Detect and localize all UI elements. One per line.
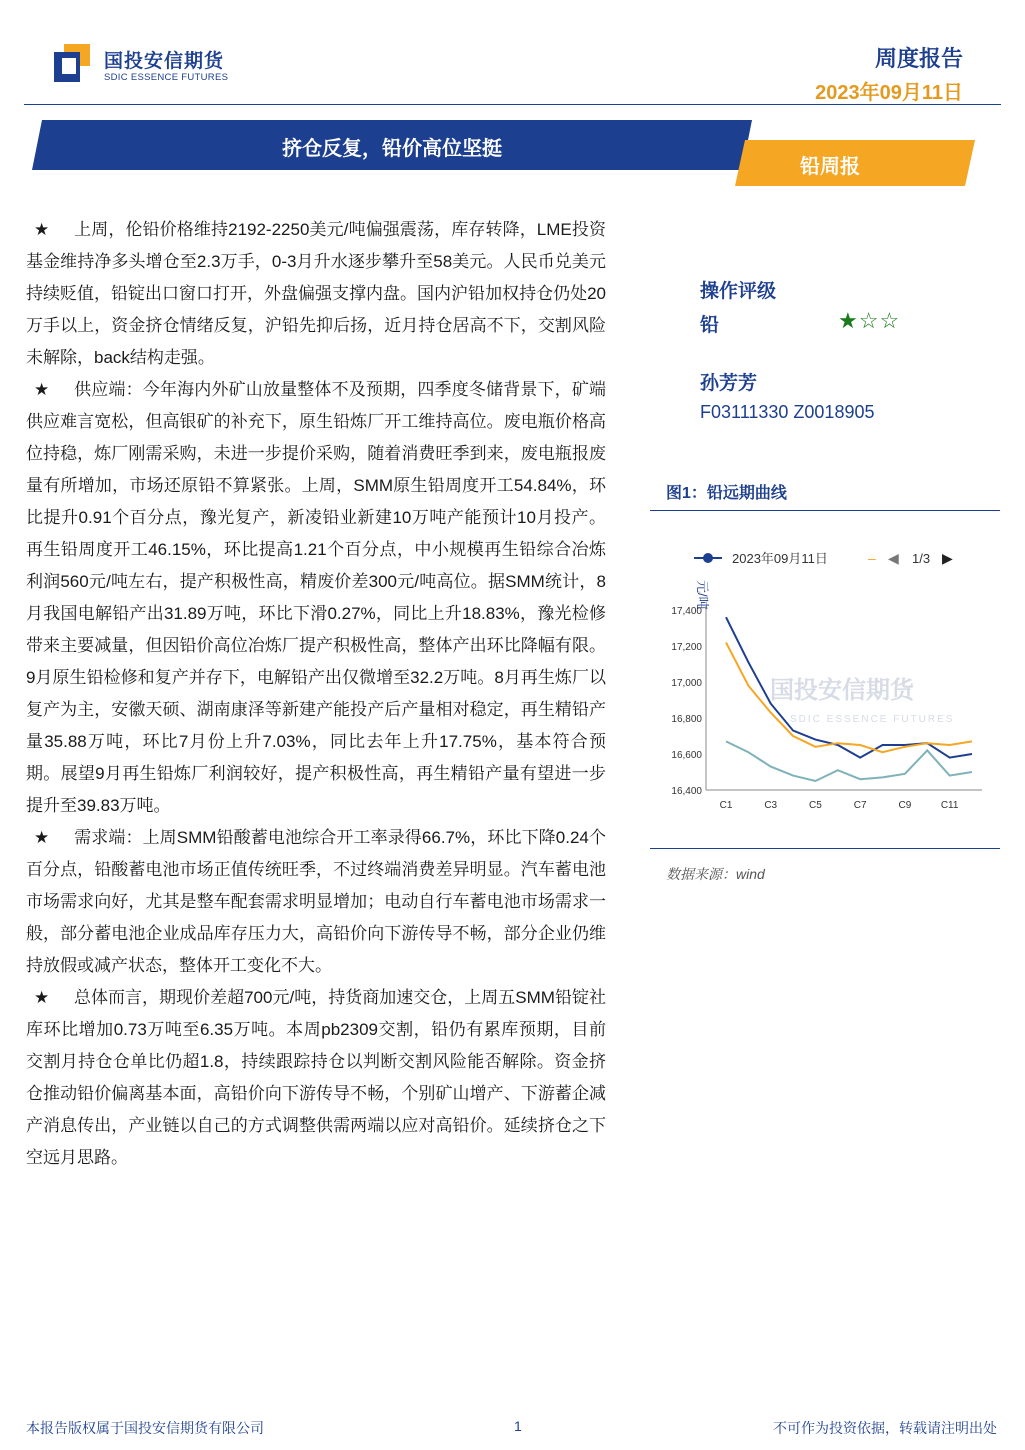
y-tick-label: 17,000 [671, 678, 702, 689]
paragraph-text: 供应端：今年海内外矿山放量整体不及预期，四季度冬储背景下，矿端供应难言宽松，但高银矿的补充下，原生铅炼厂开工维持高位。废电瓶价格高位持稳，炼厂刚需采购，未进一步提价采购，随着消费旺季到来，废电瓶报废量有所增加，市场还原铅不算紧张。上周，SMM原生铅周度开工54.84%，环比提升0.91个百分点，豫光复产，新凌铅业新建10万吨产能预计10月投产。再生铅周度开工46.15%，环比提高1.21个百分点，中小规模再生铅综合冶炼利润560元/吨左右，提产积极性高，精废价差300元/吨高位。据SMM统计，8月我国电解铅产出31.89万吨，环比下滑0.27%，同比上升18.83%，豫光检修带来主要减量，但因铅价高位冶炼厂提产积极性高，整体产出环比降幅有限。9月原生铅检修和复产并存下，电解铅产出仅微增至32.2万吨。8月再生炼厂以复产为主，安徽天硕、湖南康泽等新建产能投产后产量相对稳定，再生精铅产量35.88万吨，环比7月份上升7.03%，同比去年上升17.75%，基本符合预期。展望9月再生铅炼厂利润较好，提产积极性高，再生精铅产量有望进一步提升至39.83万吨。 [26, 380, 606, 815]
forward-curve-chart [650, 538, 1000, 838]
analyst-name: 孙芳芳 [700, 373, 758, 394]
x-tick-label: C11 [940, 800, 959, 811]
header-divider [24, 104, 1001, 105]
company-logo [52, 40, 242, 90]
paragraph-text: 总体而言，期现价差超700元/吨，持货商加速交仓，上周五SMM铅锭社库环比增加0.73万吨至6.35万吨。本周pb2309交割，铅仍有累库预期，目前交割月持仓仓单比仍超1.8，持续跟踪持仓以判断交割风险能否解除。资金挤仓推动铅价偏离基本面，高铅价向下游传导不畅，个别矿山增产、下游蓄企减产消息传出，产业链以自己的方式调整供需两端以应对高铅价。延续挤仓之下空远月思路。 [26, 988, 606, 1167]
legend-dash: – [868, 550, 876, 566]
rating-item: 铅 [700, 315, 720, 336]
y-tick-label: 16,400 [671, 786, 702, 797]
report-date: 2023年09月11日 [815, 82, 963, 104]
logo-chinese-name: 国投安信期货 [104, 51, 225, 72]
legend-dot-marker [703, 553, 713, 563]
figure-bottom-rule [650, 848, 1000, 849]
chart-watermark: 国投安信期货 [770, 677, 914, 704]
x-tick-label: C9 [898, 800, 912, 811]
pager-prev-icon: ◀ [888, 551, 899, 567]
company-logo-icon [52, 42, 92, 84]
x-tick-label: C7 [853, 800, 867, 811]
y-tick-label: 17,400 [671, 606, 702, 617]
body-paragraph [26, 982, 606, 1174]
pager-next-icon: ▶ [942, 551, 953, 567]
figure-title: 图1：铅远期曲线 [666, 485, 787, 502]
star-bullet: ★ [34, 380, 50, 399]
report-type: 周度报告 [874, 46, 963, 71]
page-number: 1 [514, 1418, 522, 1434]
report-tag: 铅周报 [800, 156, 860, 178]
figure-top-rule [650, 510, 1000, 511]
pager-text: 1/3 [912, 551, 931, 566]
y-tick-label: 17,200 [671, 642, 702, 653]
y-tick-label: 16,800 [671, 714, 702, 725]
chart-container [650, 538, 1000, 838]
star-bullet: ★ [34, 828, 50, 847]
report-title: 挤仓反复，铅价高位坚挺 [282, 138, 502, 160]
logo-english-name: SDIC ESSENCE FUTURES [104, 72, 229, 83]
star-bullet: ★ [34, 220, 50, 239]
x-tick-label: C5 [809, 800, 822, 811]
data-source: 数据来源：wind [666, 866, 765, 882]
star-bullet: ★ [34, 988, 50, 1007]
x-tick-label: C3 [764, 800, 778, 811]
rating-stars: ★☆☆ [838, 308, 901, 333]
tag-banner [735, 140, 975, 186]
x-tick-label: C1 [719, 800, 733, 811]
footer-disclaimer: 不可作为投资依据，转载请注明出处 [773, 1420, 997, 1436]
y-axis-label: 元/吨 [695, 580, 710, 610]
footer-copyright: 本报告版权属于国投安信期货有限公司 [26, 1420, 264, 1436]
title-banner [32, 120, 752, 170]
body-paragraph [26, 822, 606, 982]
paragraph-text: 上周，伦铅价格维持2192-2250美元/吨偏强震荡，库存转降，LME投资基金维持净多头增仓至2.3万手，0-3月升水逐步攀升至58美元。人民币兑美元持续贬值，铅锭出口窗口打开，外盘偏强支撑内盘。国内沪铅加权持仓仍处20万手以上，资金挤仓情绪反复，沪铅先抑后扬，近月持仓居高不下，交割风险未解除，back结构走强。 [26, 220, 606, 367]
body-paragraph [26, 374, 606, 822]
rating-title: 操作评级 [700, 281, 777, 302]
legend-date: 2023年09月11日 [732, 551, 828, 566]
report-body [26, 214, 606, 1174]
body-paragraph [26, 214, 606, 374]
analyst-certificate: F03111330 Z0018905 [700, 402, 875, 422]
y-tick-label: 16,600 [671, 750, 702, 761]
paragraph-text: 需求端：上周SMM铅酸蓄电池综合开工率录得66.7%，环比下降0.24个百分点，铅酸蓄电池市场正值传统旺季，不过终端消费差异明显。汽车蓄电池市场需求向好，尤其是整车配套需求明显增加；电动自行车蓄电池市场需求一般，部分蓄电池企业成品库存压力大，高铅价向下游传导不畅，部分企业仍维持放假或减产状态，整体开工变化不大。 [26, 828, 606, 975]
chart-watermark-en: SDIC ESSENCE FUTURES [790, 714, 955, 725]
